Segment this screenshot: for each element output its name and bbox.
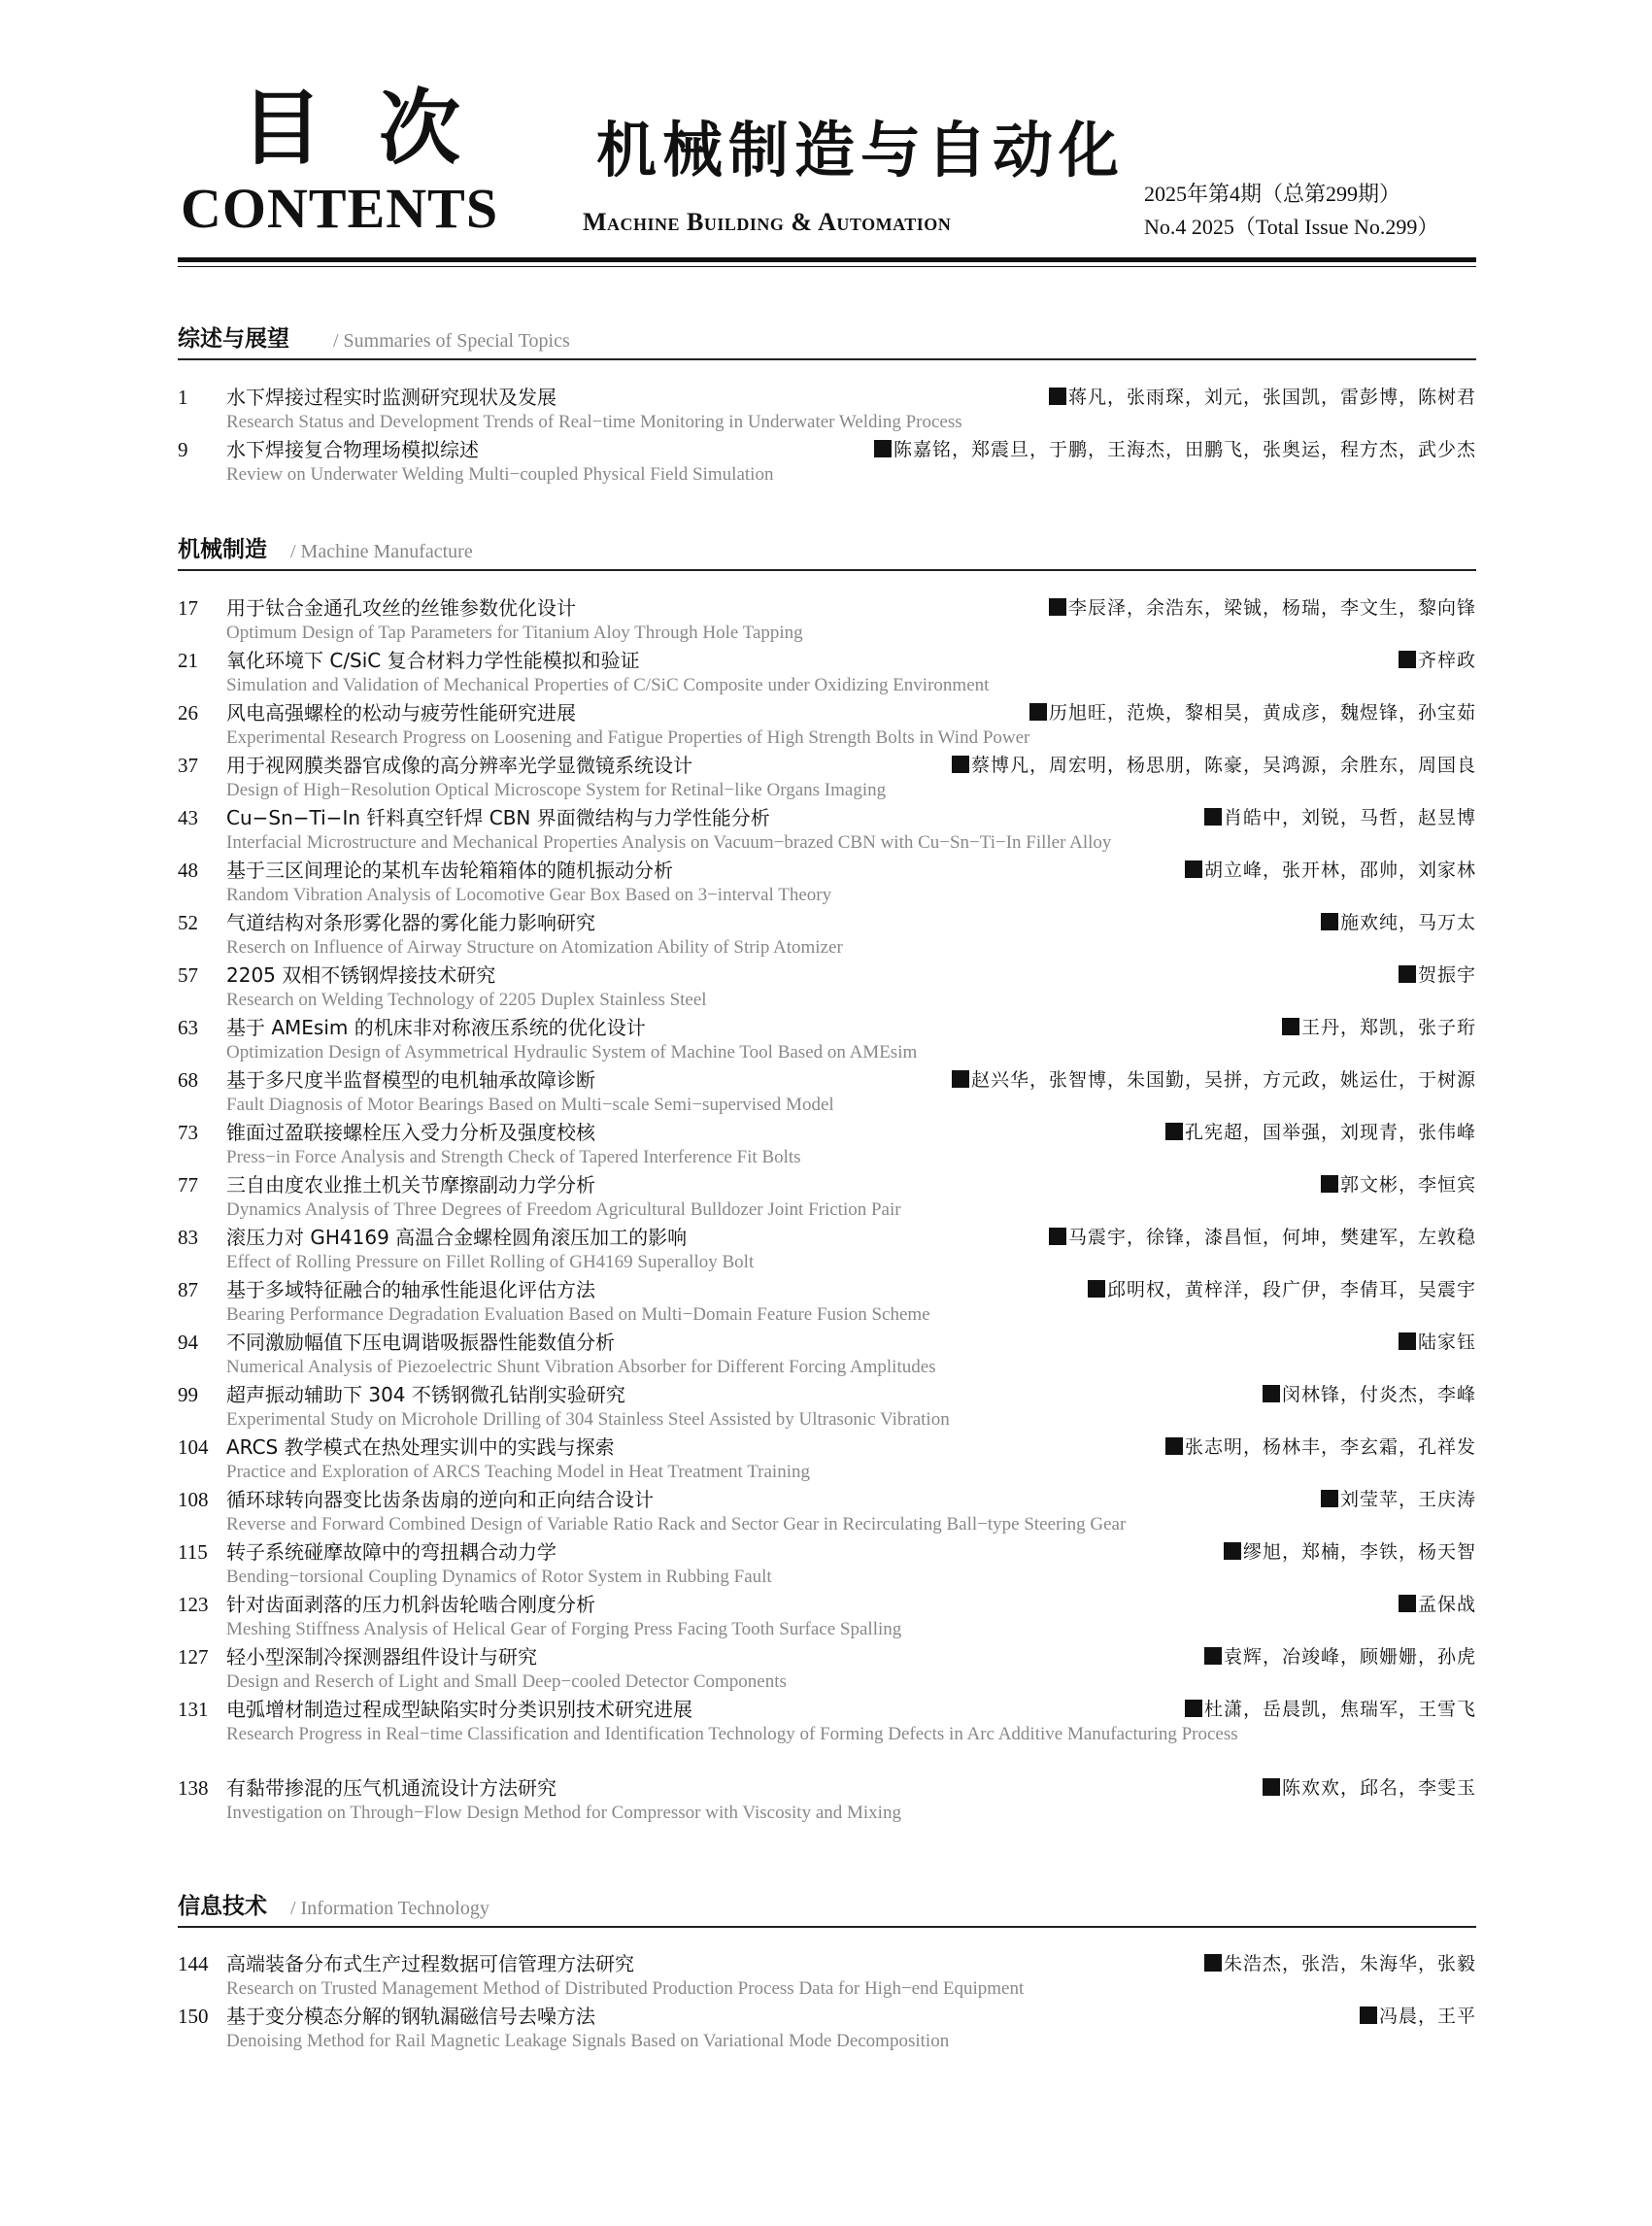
section-heading: [178, 534, 1476, 571]
entry-title: 基于三区间理论的某机车齿轮箱箱体的随机振动分析: [226, 859, 673, 882]
entry-authors: 孔宪超，国举强，刘现青，张伟峰: [1165, 1119, 1476, 1146]
entry-title: 电弧增材制造过程成型缺陷实时分类识别技术研究进展: [226, 1698, 692, 1721]
entry-authors: 肖皓中，刘锐，马哲，赵昱博: [1204, 804, 1476, 831]
entry-title-en: Practice and Exploration of ARCS Teaching Model in Heat Treatment Training: [226, 1462, 810, 1482]
entry-title: Cu−Sn−Ti−In 钎料真空钎焊 CBN 界面微结构与力学性能分析: [226, 806, 770, 829]
journal-title-cn: 机械制造与自动化: [596, 115, 1126, 186]
author-marker-icon: [1049, 388, 1066, 405]
entry-page: 108: [178, 1488, 209, 1511]
author-marker-icon: [1049, 598, 1066, 616]
entry-page: 150: [178, 2005, 209, 2028]
author-marker-icon: [1263, 1778, 1280, 1796]
section-title-en: / Machine Manufacture: [290, 541, 473, 562]
entry-page: 43: [178, 806, 198, 829]
entry-authors: 陈欢欢，邱名，李雯玉: [1263, 1774, 1476, 1802]
entry-title: 基于多尺度半监督模型的电机轴承故障诊断: [226, 1068, 595, 1092]
entry-page: 83: [178, 1226, 198, 1249]
entry-authors: 马震宇，徐锋，漆昌恒，何坤，樊建军，左敦稳: [1049, 1224, 1476, 1251]
entry-title: 循环球转向器变比齿条齿扇的逆向和正向结合设计: [226, 1488, 654, 1511]
entry-page: 57: [178, 963, 198, 987]
author-marker-icon: [1185, 860, 1202, 878]
entry-page: 87: [178, 1278, 198, 1301]
entry-authors: 陆家钰: [1399, 1329, 1476, 1356]
section-heading: [178, 1891, 1476, 1928]
entry-title: 高端装备分布式生产过程数据可信管理方法研究: [226, 1952, 634, 1975]
author-marker-icon: [1165, 1437, 1183, 1455]
entry-authors: 蔡博凡，周宏明，杨思朋，陈豪，吴鸿源，余胜东，周国良: [952, 752, 1476, 779]
section-heading: [178, 323, 1476, 360]
entry-authors: 冯晨，王平: [1360, 2003, 1476, 2030]
author-marker-icon: [1224, 1542, 1241, 1560]
entry-authors: 历旭旺，范焕，黎相昊，黄成彦，魏煜锋，孙宝茹: [1029, 699, 1476, 726]
entry-title: 氧化环境下 C/SiC 复合材料力学性能模拟和验证: [226, 649, 640, 672]
entry-authors: 缪旭，郑楠，李铁，杨天智: [1224, 1538, 1476, 1566]
entry-title-en: Simulation and Validation of Mechanical Properties of C/SiC Composite under Oxidizing Environment: [226, 675, 990, 695]
entry-title: 锥面过盈联接螺栓压入受力分析及强度校核: [226, 1121, 595, 1144]
journal-title-en: Machine Building & Automation: [583, 208, 952, 236]
entry-authors: 赵兴华，张智博，朱国勤，吴拼，方元政，姚运仕，于树源: [952, 1066, 1476, 1094]
entry-authors: 李辰泽，余浩东，梁铖，杨瑞，李文生，黎向锋: [1049, 594, 1476, 622]
author-marker-icon: [1399, 965, 1416, 983]
entry-title-en: Meshing Stiffness Analysis of Helical Gear of Forging Press Facing Tooth Surface Spalling: [226, 1619, 902, 1639]
entry-authors: 孟保战: [1399, 1591, 1476, 1618]
entry-page: 9: [178, 438, 188, 461]
entry-title: 转子系统碰摩故障中的弯扭耦合动力学: [226, 1540, 556, 1564]
entry-page: 131: [178, 1698, 209, 1721]
entry-title-en: Interfacial Microstructure and Mechanical Properties Analysis on Vacuum−brazed CBN with Cu−Sn−Ti−In Filler Alloy: [226, 832, 1112, 853]
author-marker-icon: [1165, 1123, 1183, 1140]
entry-page: 63: [178, 1016, 198, 1039]
entry-title: 针对齿面剥落的压力机斜齿轮啮合刚度分析: [226, 1593, 595, 1616]
author-marker-icon: [1321, 913, 1338, 930]
entry-title-en: Research on Trusted Management Method of Distributed Production Process Data for High−end Equipment: [226, 1978, 1025, 1999]
author-marker-icon: [1049, 1228, 1066, 1245]
entry-authors: 邱明权，黄梓洋，段广伊，李倩耳，吴震宇: [1088, 1276, 1476, 1303]
entry-page: 99: [178, 1383, 198, 1406]
author-marker-icon: [1204, 1647, 1222, 1665]
section-title-en: / Summaries of Special Topics: [333, 330, 570, 352]
entry-page: 94: [178, 1331, 198, 1354]
entry-title: 水下焊接复合物理场模拟综述: [226, 438, 479, 461]
entry-title: 用于视网膜类器官成像的高分辨率光学显微镜系统设计: [226, 754, 692, 777]
entry-title-en: Investigation on Through−Flow Design Method for Compressor with Viscosity and Mixing: [226, 1803, 901, 1823]
entry-title-en: Experimental Research Progress on Loosening and Fatigue Properties of High Strength Bolts in Wind Power: [226, 727, 1030, 748]
entry-title-en: Design of High−Resolution Optical Microscope System for Retinal−like Organs Imaging: [226, 780, 887, 800]
section-title: 信息技术: [178, 1894, 267, 1919]
entry-title: 基于 AMEsim 的机床非对称液压系统的优化设计: [226, 1016, 646, 1039]
entry-title: 用于钛合金通孔攻丝的丝锥参数优化设计: [226, 596, 576, 620]
author-marker-icon: [1399, 1332, 1416, 1350]
entry-title: 不同激励幅值下压电调谐吸振器性能数值分析: [226, 1331, 615, 1354]
entry-title: 基于变分模态分解的钢轨漏磁信号去噪方法: [226, 2005, 595, 2028]
author-marker-icon: [1399, 1595, 1416, 1612]
author-marker-icon: [1321, 1490, 1338, 1507]
entry-authors: 袁辉，冶竣峰，顾姗姗，孙虎: [1204, 1643, 1476, 1670]
entry-page: 17: [178, 596, 198, 620]
entry-title-en: Effect of Rolling Pressure on Fillet Rolling of GH4169 Superalloy Bolt: [226, 1252, 755, 1272]
entry-title-en: Numerical Analysis of Piezoelectric Shunt Vibration Absorber for Different Forcing Amplitudes: [226, 1357, 936, 1377]
entry-title-en: Design and Reserch of Light and Small Deep−cooled Detector Components: [226, 1671, 787, 1692]
entry-authors: 朱浩杰，张浩，朱海华，张毅: [1204, 1950, 1476, 1977]
entry-title-en: Research Progress in Real−time Classification and Identification Technology of Forming Defects in Arc Additive Manufacturing Process: [226, 1724, 1238, 1744]
entry-page: 52: [178, 911, 198, 934]
entry-authors: 郭文彬，李恒宾: [1321, 1171, 1476, 1198]
entry-title: ARCS 教学模式在热处理实训中的实践与探索: [226, 1435, 615, 1459]
entry-title-en: Denoising Method for Rail Magnetic Leakage Signals Based on Variational Mode Decomposition: [226, 2031, 950, 2051]
entry-page: 144: [178, 1952, 209, 1975]
author-marker-icon: [1029, 703, 1047, 721]
section-title-en: / Information Technology: [290, 1898, 489, 1919]
author-marker-icon: [1204, 808, 1222, 826]
entry-authors: 王丹，郑凯，张子珩: [1282, 1014, 1476, 1041]
entry-page: 115: [178, 1540, 208, 1564]
author-marker-icon: [1321, 1175, 1338, 1193]
entry-title: 风电高强螺栓的松动与疲劳性能研究进展: [226, 701, 576, 725]
entry-authors: 陈嘉铭，郑震旦，于鹏，王海杰，田鹏飞，张奥运，程方杰，武少杰: [874, 436, 1476, 463]
header-rule-thin: [178, 266, 1476, 267]
entry-title-en: Reverse and Forward Combined Design of Variable Ratio Rack and Sector Gear in Recirculating Ball−type Steering Gear: [226, 1514, 1127, 1535]
entry-authors: 胡立峰，张开林，邵帅，刘家林: [1185, 857, 1476, 884]
issue-info-en: No.4 2025（Total Issue No.299）: [1144, 215, 1439, 239]
entry-page: 104: [178, 1435, 209, 1459]
entry-authors: 张志明，杨林丰，李玄霜，孔祥发: [1165, 1433, 1476, 1461]
author-marker-icon: [1088, 1280, 1105, 1298]
entry-title-en: Reserch on Influence of Airway Structure on Atomization Ability of Strip Atomizer: [226, 937, 843, 958]
entry-title: 基于多域特征融合的轴承性能退化评估方法: [226, 1278, 595, 1301]
entry-page: 48: [178, 859, 198, 882]
entry-page: 1: [178, 386, 188, 409]
entry-page: 127: [178, 1645, 209, 1669]
entry-page: 138: [178, 1776, 209, 1800]
entry-authors: 杜潇，岳晨凯，焦瑞军，王雪飞: [1185, 1696, 1476, 1723]
entry-authors: 蒋凡，张雨琛，刘元，张国凯，雷彭博，陈树君: [1049, 384, 1476, 411]
entry-title-en: Fault Diagnosis of Motor Bearings Based on Multi−scale Semi−supervised Model: [226, 1095, 834, 1115]
entry-title: 滚压力对 GH4169 高温合金螺栓圆角滚压加工的影响: [226, 1226, 688, 1249]
entry-title-en: Dynamics Analysis of Three Degrees of Freedom Agricultural Bulldozer Joint Friction Pair: [226, 1199, 901, 1220]
entry-title-en: Press−in Force Analysis and Strength Check of Tapered Interference Fit Bolts: [226, 1147, 801, 1167]
author-marker-icon: [1360, 2007, 1377, 2024]
entry-page: 68: [178, 1068, 198, 1092]
issue-info: [1144, 178, 1438, 244]
entry-authors: 贺振宇: [1399, 961, 1476, 989]
entry-page: 21: [178, 649, 198, 672]
issue-info-cn: 2025年第4期（总第299期）: [1144, 182, 1401, 206]
entry-authors: 齐梓政: [1399, 647, 1476, 674]
section-title: 综述与展望: [178, 326, 289, 352]
entry-page: 123: [178, 1593, 209, 1616]
entry-title-en: Research on Welding Technology of 2205 Duplex Stainless Steel: [226, 990, 707, 1010]
author-marker-icon: [1399, 651, 1416, 668]
entry-page: 26: [178, 701, 198, 725]
author-marker-icon: [1263, 1385, 1280, 1402]
entry-title-en: Optimum Design of Tap Parameters for Titanium Aloy Through Hole Tapping: [226, 623, 803, 643]
entry-title-en: Experimental Study on Microhole Drilling of 304 Stainless Steel Assisted by Ultrasonic Vibration: [226, 1409, 950, 1430]
entry-page: 37: [178, 754, 198, 777]
author-marker-icon: [1282, 1018, 1299, 1035]
entry-title: 轻小型深制冷探测器组件设计与研究: [226, 1645, 537, 1669]
entry-title: 2205 双相不锈钢焊接技术研究: [226, 963, 496, 987]
author-marker-icon: [1204, 1954, 1222, 1972]
section-title: 机械制造: [178, 537, 267, 562]
entry-title-en: Bending−torsional Coupling Dynamics of Rotor System in Rubbing Fault: [226, 1567, 772, 1587]
entry-title-en: Optimization Design of Asymmetrical Hydraulic System of Machine Tool Based on AMEsim: [226, 1042, 918, 1062]
entry-page: 73: [178, 1121, 198, 1144]
header-rule-thick: [178, 257, 1476, 262]
author-marker-icon: [952, 1070, 969, 1088]
entry-title-en: Research Status and Development Trends of Real−time Monitoring in Underwater Welding Process: [226, 412, 962, 432]
header-contents-title: CONTENTS: [181, 177, 499, 240]
entry-title: 有黏带掺混的压气机通流设计方法研究: [226, 1776, 556, 1800]
entry-page: 77: [178, 1173, 198, 1197]
header-mu-title: 目次: [241, 81, 518, 176]
entry-title-en: Bearing Performance Degradation Evaluation Based on Multi−Domain Feature Fusion Scheme: [226, 1304, 930, 1325]
entry-title-en: Random Vibration Analysis of Locomotive Gear Box Based on 3−interval Theory: [226, 885, 832, 905]
author-marker-icon: [952, 756, 969, 773]
author-marker-icon: [874, 440, 892, 457]
entry-title: 超声振动辅助下 304 不锈钢微孔钻削实验研究: [226, 1383, 625, 1406]
author-marker-icon: [1185, 1700, 1202, 1717]
entry-authors: 闵林锋，付炎杰，李峰: [1263, 1381, 1476, 1408]
entry-title: 气道结构对条形雾化器的雾化能力影响研究: [226, 911, 595, 934]
entry-authors: 施欢纯，马万太: [1321, 909, 1476, 936]
entry-title-en: Review on Underwater Welding Multi−coupled Physical Field Simulation: [226, 464, 774, 485]
entry-authors: 刘莹苹，王庆涛: [1321, 1486, 1476, 1513]
entry-title: 水下焊接过程实时监测研究现状及发展: [226, 386, 556, 409]
entry-title: 三自由度农业推土机关节摩擦副动力学分析: [226, 1173, 595, 1197]
